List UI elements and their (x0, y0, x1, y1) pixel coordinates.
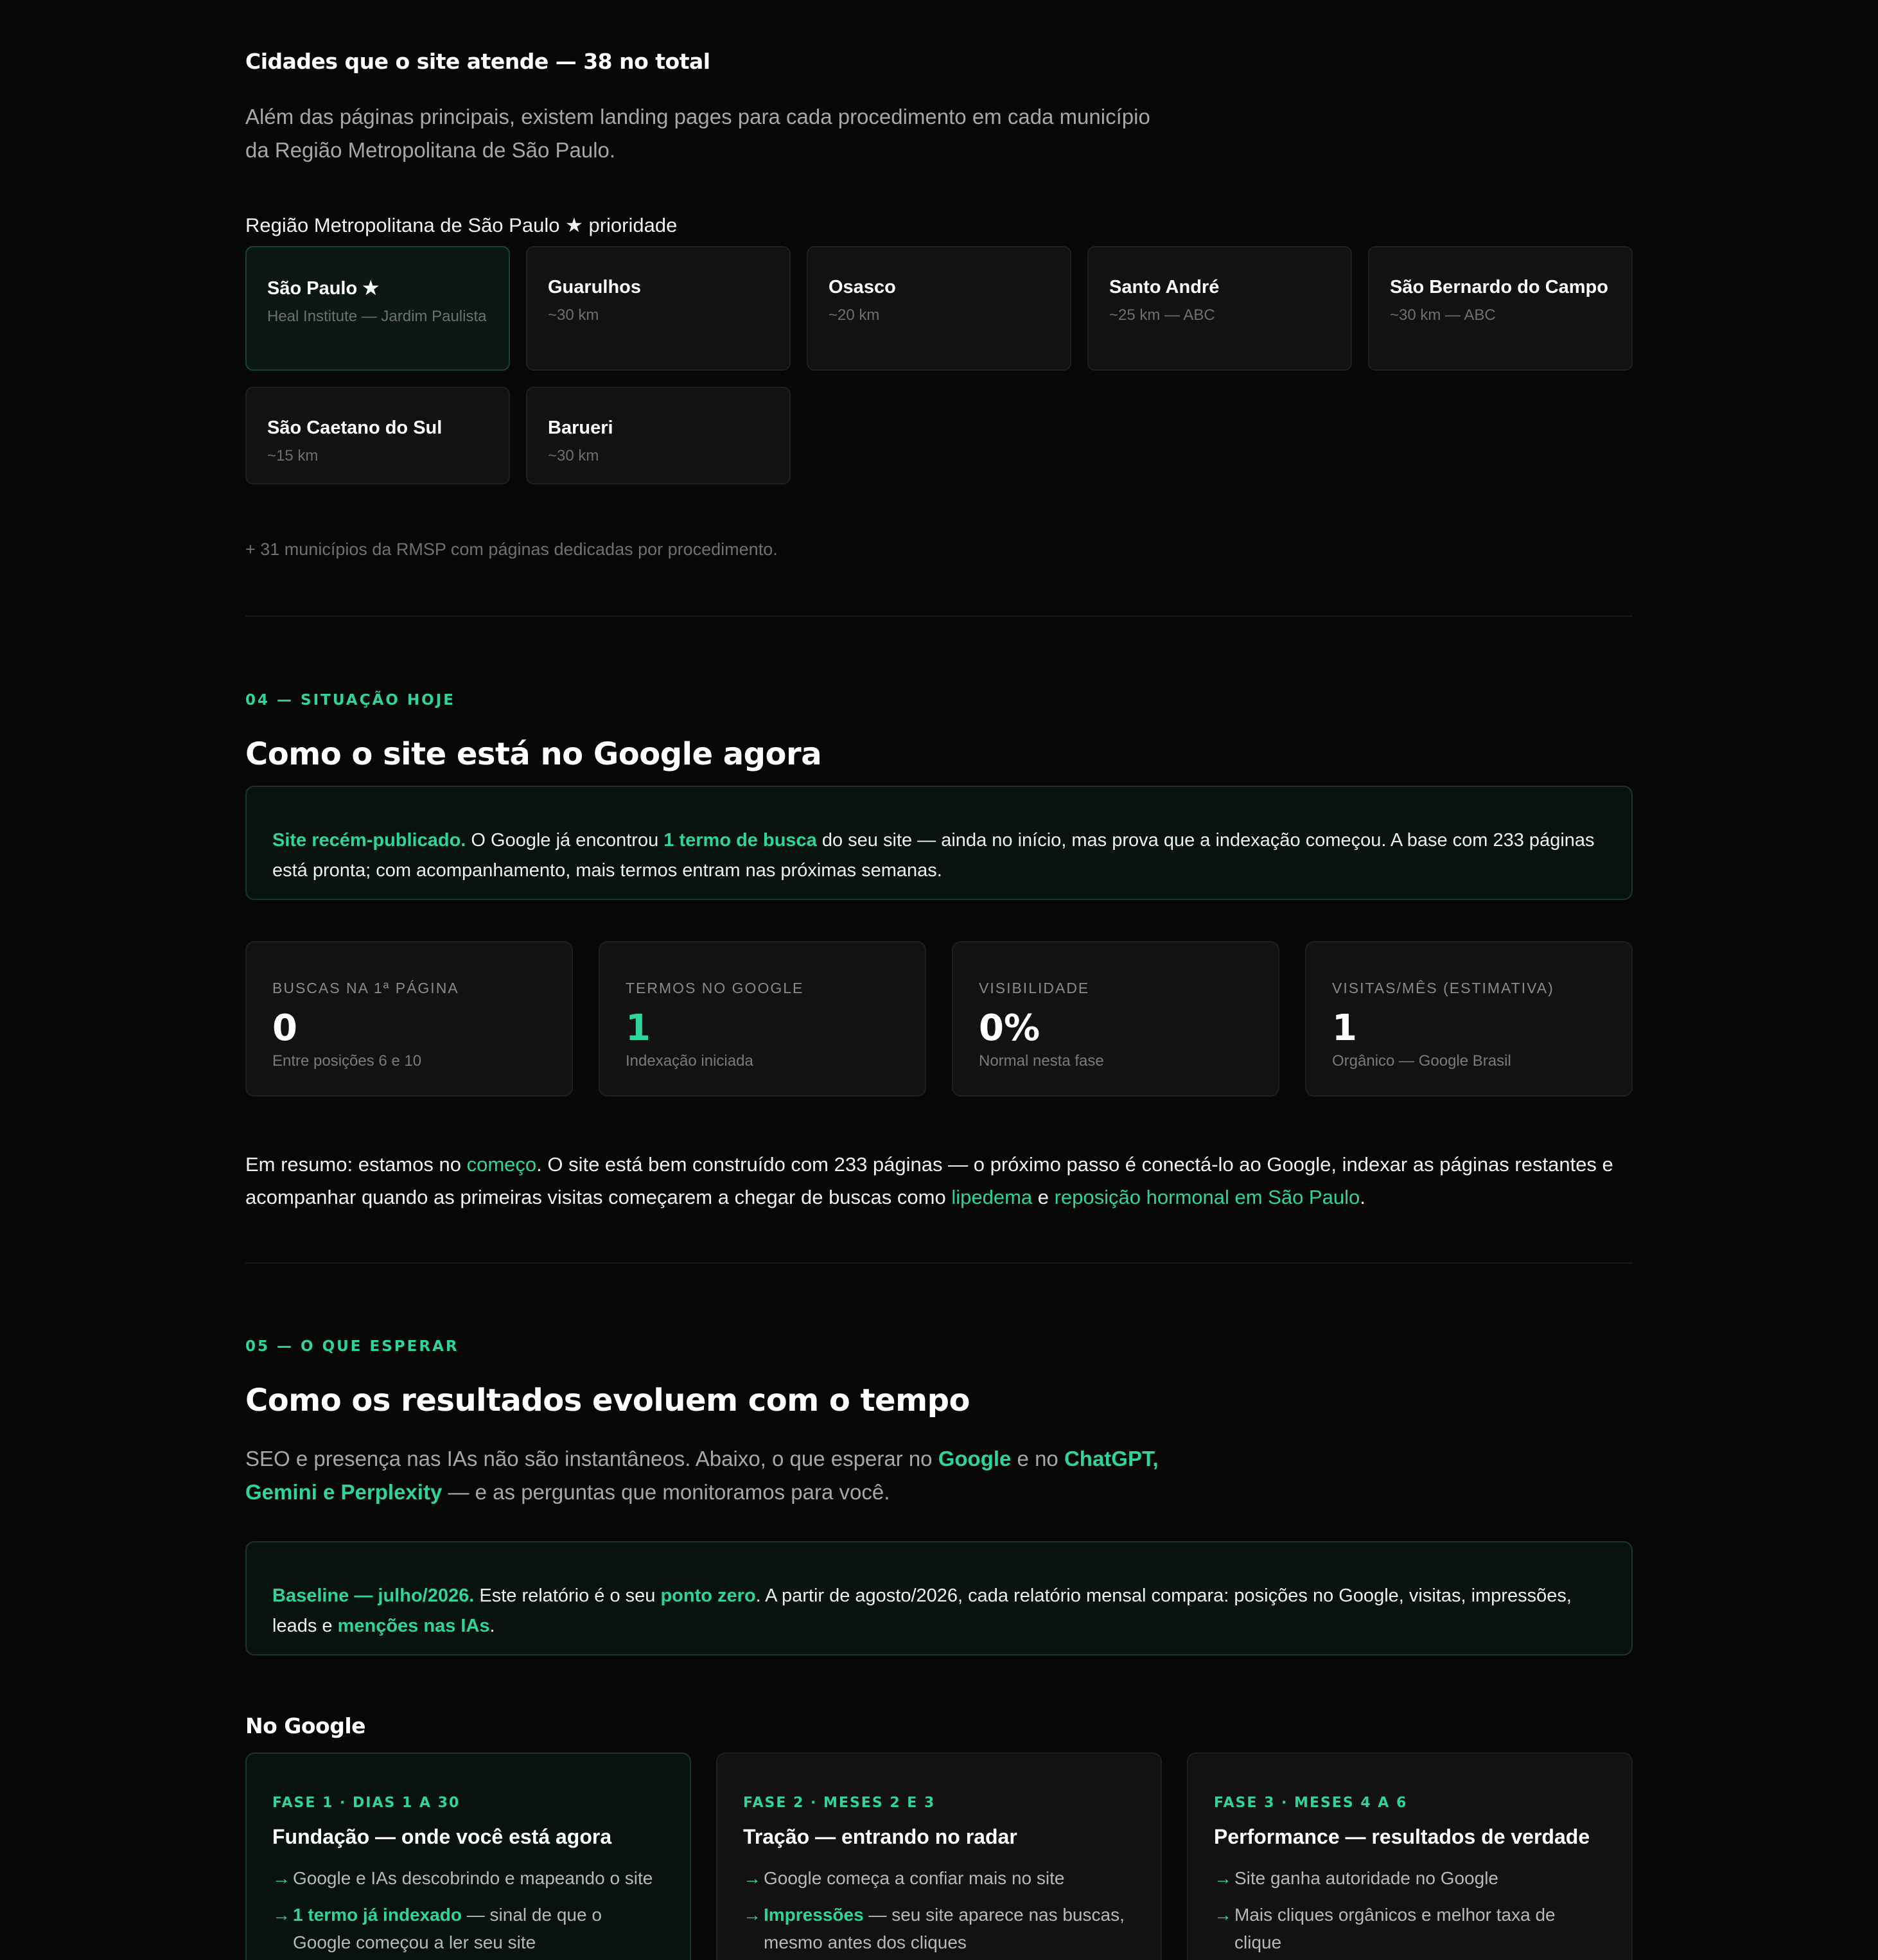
phase-item-text: Google e IAs descobrindo e mapeando o site (293, 1868, 653, 1888)
stat-value: 1 (626, 1007, 651, 1049)
city-name: Barueri (548, 418, 613, 438)
phase-item (1214, 1864, 1606, 1892)
baseline-callout (245, 1541, 1633, 1655)
phase-tag: FASE 2 · MESES 2 E 3 (743, 1795, 936, 1811)
section05-lead-wrap (245, 1442, 1177, 1509)
stat-value: 0% (979, 1007, 1040, 1049)
stat-card-terms (599, 941, 926, 1097)
phase-item-text: — sinal de que o Google começou a ler seu site (293, 1905, 602, 1952)
callout-text: O Google já encontrou (466, 830, 664, 851)
city-name: São Paulo ★ (267, 278, 380, 299)
section05-eyebrow: 05 — O QUE ESPERAR (245, 1338, 459, 1355)
cities-lead-line1: Além das páginas principais, existem landing pages para cada procedimento em cada município (245, 105, 1150, 128)
region-title-wrap (245, 214, 1633, 237)
summary-fragment: e (1032, 1186, 1055, 1208)
stat-card-visibility (952, 941, 1279, 1097)
cities-heading: Cidades que o site atende — 38 no total (245, 49, 710, 74)
phase-tag: FASE 1 · DIAS 1 A 30 (272, 1795, 461, 1811)
section04-eyebrow: 04 — SITUAÇÃO HOJE (245, 692, 455, 709)
section04-callout-wrap (245, 786, 1633, 900)
phase-list (743, 1864, 1135, 1956)
phase-item-text: — seu site aparece nas buscas, mesmo antes dos cliques (764, 1905, 1125, 1952)
stat-label: VISIBILIDADE (979, 980, 1090, 996)
section-divider (245, 1262, 1633, 1264)
phase-title: Fundação — onde você está agora (272, 1825, 612, 1848)
google-heading-wrap (245, 1713, 1633, 1738)
stat-label: TERMOS NO GOOGLE (626, 980, 804, 996)
phase-item (1214, 1901, 1606, 1956)
stat-value: 1 (1332, 1007, 1357, 1049)
city-meta: ~15 km (267, 447, 319, 464)
city-card-sao-caetano[interactable] (245, 387, 510, 484)
city-name: São Caetano do Sul (267, 418, 443, 438)
arrow-right-icon: → (743, 1868, 761, 1888)
stat-value: 0 (272, 1007, 297, 1049)
section05-title: Como os resultados evoluem com o tempo (245, 1382, 970, 1418)
section04-title-wrap (245, 736, 1633, 772)
callout-highlight: ponto zero (660, 1585, 756, 1606)
city-card-sao-paulo[interactable] (245, 246, 510, 371)
city-name: São Bernardo do Campo (1390, 277, 1608, 297)
callout-highlight: menções nas IAs (337, 1616, 490, 1636)
stat-label: BUSCAS NA 1ª PÁGINA (272, 980, 459, 996)
arrow-right-icon: → (743, 1905, 761, 1925)
phase-item-text: Mais cliques orgânicos e melhor taxa de clique (1234, 1905, 1556, 1952)
arrow-right-icon: → (272, 1905, 290, 1925)
summary-highlight: lipedema (951, 1186, 1033, 1208)
city-meta: Heal Institute — Jardim Paulista (267, 308, 487, 325)
city-card-barueri[interactable] (526, 387, 791, 484)
summary-text (245, 1148, 1633, 1214)
callout-text: do seu site — ainda no início, mas prova que a indexação começou. A base com 233 páginas está pronta; com acompanhamento, mais termos entram nas próximas semanas. (272, 830, 1595, 881)
summary-fragment: Em resumo: estamos no (245, 1153, 467, 1176)
phase-item-highlight: Impressões (764, 1905, 864, 1925)
stat-sub: Indexação iniciada (626, 1052, 753, 1070)
summary-highlight: começo (466, 1153, 537, 1176)
city-name: Guarulhos (548, 277, 642, 297)
stat-card-first-page (245, 941, 573, 1097)
phase-item (272, 1901, 664, 1956)
stats-grid (245, 941, 1633, 1097)
city-name: Osasco (829, 277, 896, 297)
section05-lead (245, 1442, 1177, 1509)
callout-highlight: Site recém-publicado. (272, 830, 466, 851)
cities-lead-line2: da Região Metropolitana de São Paulo. (245, 138, 616, 162)
stat-card-visits (1305, 941, 1633, 1097)
arrow-right-icon: → (1214, 1868, 1232, 1888)
lead-fragment: e no (1011, 1447, 1064, 1470)
section04-eyebrow-wrap (245, 692, 1633, 709)
phase-item (743, 1864, 1135, 1892)
stat-sub: Entre posições 6 e 10 (272, 1052, 422, 1070)
lead-highlight: Google (938, 1447, 1012, 1470)
callout-text: . (489, 1616, 495, 1636)
stat-label: VISITAS/MÊS (ESTIMATIVA) (1332, 980, 1554, 996)
city-card-osasco[interactable] (807, 246, 1071, 371)
section05-eyebrow-wrap (245, 1338, 1633, 1355)
phase-title: Performance — resultados de verdade (1214, 1825, 1590, 1848)
section-divider (245, 615, 1633, 617)
city-card-sao-bernardo[interactable] (1368, 246, 1633, 371)
section04-title: Como o site está no Google agora (245, 736, 822, 772)
stat-sub: Normal nesta fase (979, 1052, 1104, 1070)
phase-list (272, 1864, 664, 1956)
phase-item (272, 1864, 664, 1892)
cities-lead (245, 100, 1633, 167)
city-meta: ~25 km — ABC (1109, 306, 1215, 324)
arrow-right-icon: → (1214, 1905, 1232, 1925)
lead-fragment: SEO e presença nas IAs não são instantâneos. Abaixo, o que esperar no (245, 1447, 938, 1470)
lead-highlight: Gemini e Perplexity (245, 1480, 443, 1504)
city-name: Santo André (1109, 277, 1220, 297)
summary-highlight: reposição hormonal em São Paulo (1054, 1186, 1360, 1208)
phase-item-text: Google começa a confiar mais no site (764, 1868, 1065, 1888)
summary-wrap (245, 1148, 1633, 1214)
lead-highlight: ChatGPT, (1064, 1447, 1159, 1470)
region-title: Região Metropolitana de São Paulo ★ prioridade (245, 214, 678, 236)
section05-callout-wrap (245, 1541, 1633, 1655)
city-meta: ~30 km (548, 447, 599, 464)
summary-fragment: . O site está bem construído com 233 páginas — o próximo passo é conectá-lo ao Google, indexar as páginas restantes e acompanhar quando as primeiras visitas começarem a chegar de buscas como (245, 1153, 1613, 1208)
phase-title: Tração — entrando no radar (743, 1825, 1017, 1848)
callout-highlight: 1 termo de busca (663, 830, 817, 851)
google-heading: No Google (245, 1713, 366, 1738)
summary-fragment: . (1360, 1186, 1365, 1208)
city-meta: ~30 km (548, 306, 599, 324)
stat-sub: Orgânico — Google Brasil (1332, 1052, 1511, 1070)
more-cities-note-wrap (245, 540, 1633, 560)
section05-title-wrap (245, 1382, 1633, 1418)
phase-item-highlight: 1 termo já indexado (293, 1905, 462, 1925)
lead-fragment: — e as perguntas que monitoramos para você. (442, 1480, 890, 1504)
phase-card-2 (716, 1753, 1162, 1960)
city-meta: ~30 km — ABC (1390, 306, 1496, 324)
more-cities-note: + 31 municípios da RMSP com páginas dedicadas por procedimento. (245, 540, 778, 559)
callout-text: . A partir de agosto/2026, cada relatório mensal compara: posições no Google, visitas, impressões, leads e (272, 1585, 1572, 1636)
city-grid (245, 246, 1633, 484)
phase-grid (245, 1753, 1633, 1960)
status-callout (245, 786, 1633, 900)
phase-card-3 (1187, 1753, 1633, 1960)
phase-item (743, 1901, 1135, 1956)
city-card-guarulhos[interactable] (526, 246, 791, 371)
city-meta: ~20 km (829, 306, 880, 324)
phase-card-1 (245, 1753, 691, 1960)
city-card-santo-andre[interactable] (1087, 246, 1352, 371)
phase-tag: FASE 3 · MESES 4 A 6 (1214, 1795, 1408, 1811)
phase-item-text: Site ganha autoridade no Google (1234, 1868, 1498, 1888)
arrow-right-icon: → (272, 1868, 290, 1888)
phase-list (1214, 1864, 1606, 1956)
callout-highlight: Baseline — julho/2026. (272, 1585, 475, 1606)
callout-text: Este relatório é o seu (474, 1585, 661, 1606)
cities-heading-wrap (245, 49, 1633, 74)
